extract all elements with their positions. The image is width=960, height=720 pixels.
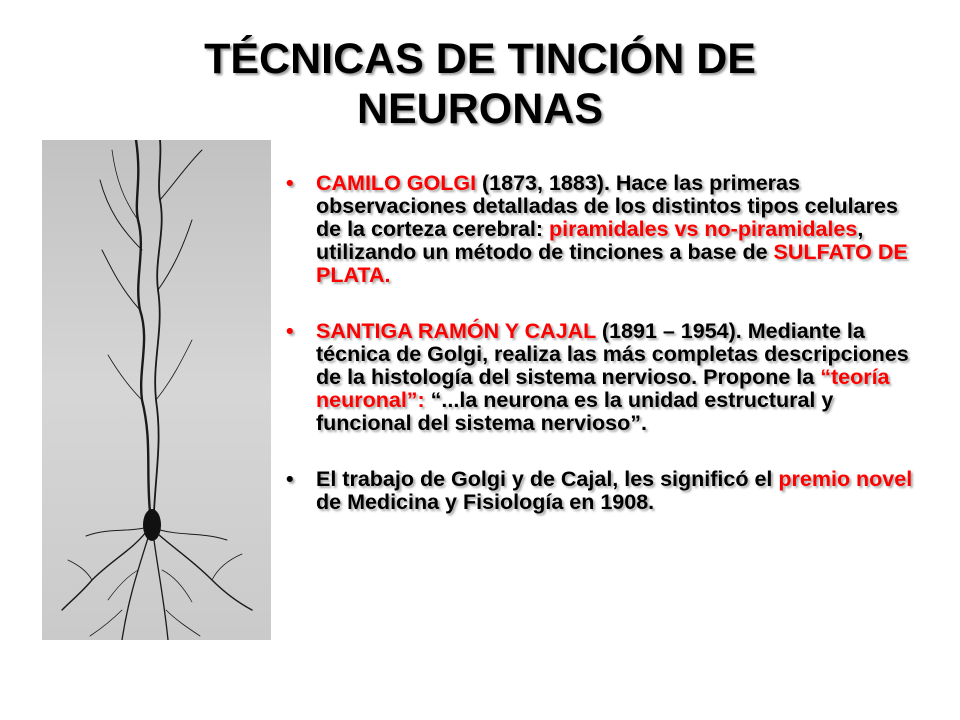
bullet-item-golgi [286,172,926,287]
bullet-item-nobel [286,468,926,514]
cajal-text-2: “...la neurona es la unidad estructural y funcional del sistema nervioso”. [316,388,834,435]
golgi-highlight-1: piramidales vs no-piramidales [549,217,858,241]
title-line-2: NEURONAS [356,85,604,133]
golgi-name: CAMILO GOLGI [316,171,477,195]
bullet-list [286,172,926,547]
nobel-text-2: de Medicina y Fisiología en 1908. [316,490,655,514]
bullet-marker: • [286,171,294,195]
golgi-text-1: (1873, 1883). Hace las primeras observaciones detalladas de los distintos tipos celulares de la corteza cerebral: [316,171,898,241]
cajal-highlight: “teoría neuronal”: [316,365,890,412]
bullet-marker: • [286,319,294,343]
neuron-drawing [42,140,271,640]
nobel-text-1: El trabajo de Golgi y de Cajal, les significó el [316,467,779,491]
golgi-text-2: , utilizando un método de tinciones a base de [316,217,864,264]
bullet-item-cajal [286,320,926,435]
cajal-text-1: (1891 – 1954). Mediante la técnica de Golgi, realiza las más completas descripciones de la histología del sistema nervioso. Propone la [316,319,909,389]
cajal-name: SANTIGA RAMÓN Y CAJAL [316,319,596,343]
golgi-highlight-2: SULFATO DE PLATA. [316,240,908,287]
nobel-highlight: premio novel [778,467,913,491]
title-line-1: TÉCNICAS DE TINCIÓN DE [204,35,756,83]
slide-title [80,34,880,134]
bullet-marker: • [286,467,294,491]
neuron-micrograph-image [42,140,271,640]
